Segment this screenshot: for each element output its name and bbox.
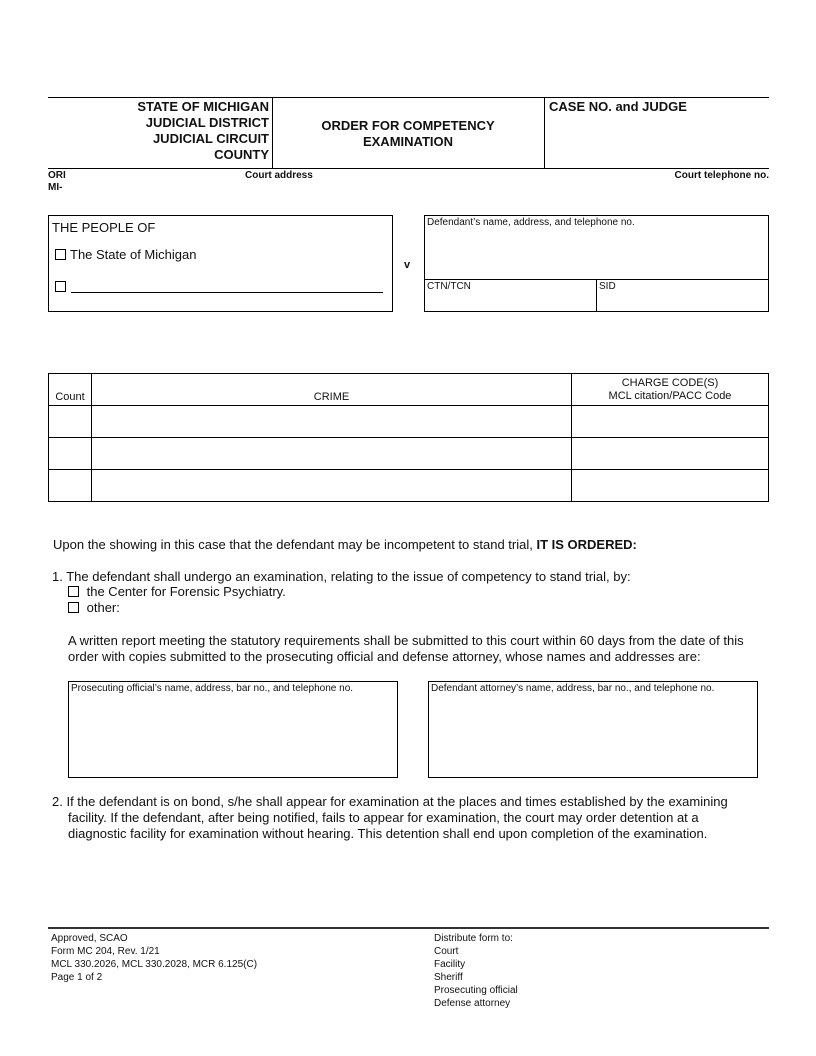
mi-label: MI- (48, 182, 63, 193)
people-of-label: THE PEOPLE OF (52, 220, 156, 235)
list-item: Court (434, 946, 459, 957)
defense-attorney-box[interactable] (428, 681, 758, 778)
item2-line3: diagnostic facility for examination without hearing. This detention shall end upon completion of the examination. (68, 826, 708, 841)
form-title-line2: EXAMINATION (362, 134, 454, 149)
table-row (49, 438, 769, 470)
other-plaintiff-input-line[interactable] (71, 292, 383, 293)
charge-code-header-line1: CHARGE CODE(S) (621, 377, 719, 389)
footer-rule (48, 927, 769, 929)
defendant-info-label: Defendant’s name, address, and telephone no. (427, 217, 635, 228)
order-item-2 (52, 794, 728, 842)
table-row (49, 470, 769, 502)
form-title-line1: ORDER FOR COMPETENCY (321, 118, 495, 133)
form-number-label: Form MC 204, Rev. 1/21 (51, 946, 160, 957)
list-item: Prosecuting official (434, 985, 518, 996)
state-label: STATE OF MICHIGAN (137, 99, 269, 114)
case-number-label: CASE NO. and JUDGE (549, 99, 687, 114)
other-plaintiff-checkbox[interactable] (55, 281, 66, 292)
plaintiff-box (48, 215, 393, 312)
distribute-title: Distribute form to: (434, 933, 513, 944)
item2-line1: 2. If the defendant is on bond, s/he shall appear for examination at the places and times established by the examining (52, 794, 728, 809)
footer-left (51, 932, 257, 984)
header-top-rule (48, 97, 769, 98)
prosecutor-box[interactable] (68, 681, 398, 778)
judicial-circuit-label: JUDICIAL CIRCUIT (152, 131, 269, 146)
state-of-michigan-label: The State of Michigan (70, 247, 197, 262)
charge-code-cell[interactable] (572, 406, 769, 438)
crime-table-header-row (49, 374, 769, 406)
citations-label: MCL 330.2026, MCL 330.2028, MCR 6.125(C) (51, 959, 258, 970)
center-forensic-checkbox[interactable] (68, 586, 79, 597)
judicial-district-label: JUDICIAL DISTRICT (145, 115, 269, 130)
table-row (49, 406, 769, 438)
count-header: Count (49, 374, 92, 406)
other-facility-checkbox[interactable] (68, 602, 79, 613)
center-forensic-label: the Center for Forensic Psychiatry. (86, 584, 286, 599)
list-item: Sheriff (434, 972, 463, 983)
court-address-label: Court address (245, 170, 313, 181)
crime-cell[interactable] (92, 406, 572, 438)
ori-label: ORI (48, 170, 66, 181)
report-line1: A written report meeting the statutory requirements shall be submitted to this court within 60 days from the date of this (68, 633, 744, 648)
charge-code-header-line2: MCL citation/PACC Code (608, 390, 732, 402)
state-of-michigan-option[interactable] (55, 247, 196, 262)
item2-line2: facility. If the defendant, after being notified, fails to appear for examination, the court may order detention at a (68, 810, 699, 825)
header-divider-right (544, 97, 545, 168)
approved-label: Approved, SCAO (51, 933, 128, 944)
list-item: Facility (434, 959, 466, 970)
state-of-michigan-checkbox[interactable] (55, 249, 66, 260)
list-item: Defense attorney (434, 998, 511, 1009)
header-bottom-rule (48, 168, 769, 169)
order-item-1: 1. The defendant shall undergo an examination, relating to the issue of competency to stand trial, by: (52, 569, 631, 584)
page-number-label: Page 1 of 2 (51, 972, 103, 983)
court-telephone-label: Court telephone no. (674, 170, 769, 181)
defense-attorney-label: Defendant attorney’s name, address, bar no., and telephone no. (431, 683, 715, 694)
sid-label: SID (599, 281, 616, 292)
count-cell[interactable] (49, 438, 92, 470)
charge-code-header (572, 374, 769, 406)
report-paragraph (68, 633, 744, 665)
prosecutor-label: Prosecuting official’s name, address, bar no., and telephone no. (71, 683, 354, 694)
crime-cell[interactable] (92, 438, 572, 470)
versus-label: v (404, 259, 411, 271)
form-title (272, 118, 544, 150)
ctn-label: CTN/TCN (427, 281, 471, 292)
charge-code-cell[interactable] (572, 470, 769, 502)
report-line2: order with copies submitted to the prosecuting official and defense attorney, whose names and addresses are: (68, 649, 701, 664)
defendant-box (424, 215, 769, 312)
crime-table (48, 373, 769, 502)
county-label: COUNTY (214, 147, 269, 162)
charge-code-cell[interactable] (572, 438, 769, 470)
count-cell[interactable] (49, 406, 92, 438)
other-plaintiff-option[interactable] (55, 279, 70, 294)
order-intro-text: Upon the showing in this case that the defendant may be incompetent to stand trial, (53, 537, 537, 552)
order-intro (53, 537, 637, 553)
ctn-sid-divider (596, 279, 597, 311)
count-cell[interactable] (49, 470, 92, 502)
distribution-list (434, 932, 518, 1010)
crime-cell[interactable] (92, 470, 572, 502)
it-is-ordered: IT IS ORDERED: (536, 537, 637, 552)
other-facility-option[interactable] (68, 600, 120, 616)
crime-header: CRIME (92, 374, 572, 406)
other-facility-label: other: (86, 600, 120, 615)
center-forensic-option[interactable] (68, 584, 286, 600)
court-jurisdiction-block (48, 99, 269, 163)
